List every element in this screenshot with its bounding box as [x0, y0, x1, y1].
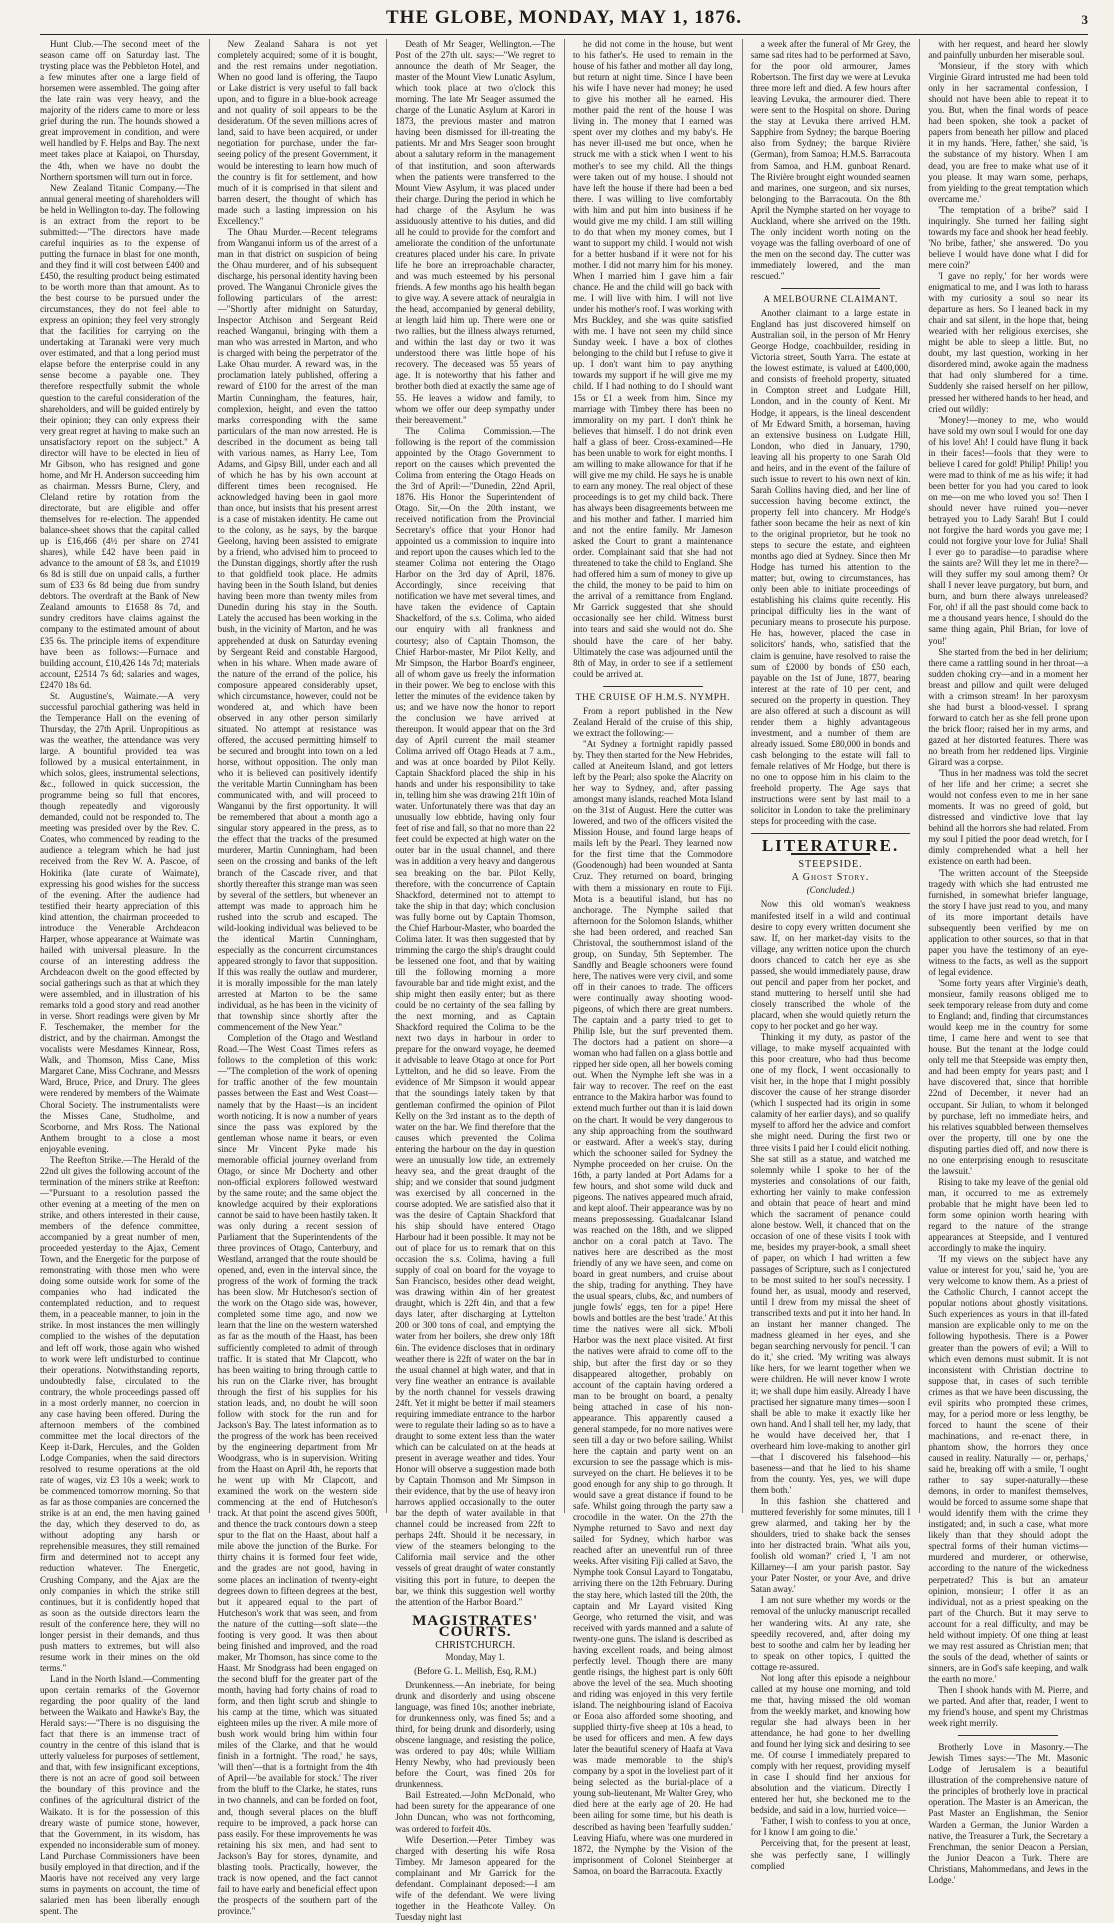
article-paragraph: The Reefton Strike.—The Herald of the 22nd ult gives the following account of the termination of the miners strike at Reefton:—"Pursuant to a resolution passed the other evening at a meeting of the men on strike, and others interested in their cause, members of the defence committee, accompanied by a great number of men, proceeded yesterday to the Ajax, Cement Town, and the Energetic for the purpose of remonstrating with those men who were doing some outside work for some of the companies who had indicated the contemplated reduction, and to request them, in a peaceable manner, to join in the strike. In most instances the men willingly complied to the wishes of the deputation and left off work, those again who wished to work were left undisturbed to continue their operations. Notwithstanding reports, undoubtedly false, circulated to the contrary, the whole proceedings passed off in a most orderly manner, no coercion in any case having been offered. During the afternoon members of the combined committee met the local directors of the Keep it-Dark, Hercules, and the Golden Lodge Companies, when the said directors resolved to resume operations at the old rate of wages, viz £3 10s a week; work to be commenced tomorrow morning. So that as far as those companies are concerned the strike is at an end, the men having gained the day, which they deserved to do, as without adopting any harsh or reprehensible measures, they still remained firm and determined not to accept any reduction whatever. The Energetic, Crushing Company, and the Ajax are the only companies in which the strike still continues, but it is confidently hoped that as soon as the outside directors learn the result of the conference here, they will no longer persist in their demands, and thus push matters to extremes, but will also resume work in their mines on the old terms."	[40, 1154, 200, 1673]
column-4	[564, 39, 733, 1876]
article-paragraph: Completion of the Otago and Westland Road.—The West Coast Times refers as follows to the completion of this work:—"The completion of the work of opening for traffic another of the few mountain passes between the East and West Coast—namely that by the Haast—is an incident worth noticing. It is now a number of years since the pass was explored by the gentleman whose name it bears, or even since Mr Vincent Pyke made his memorable official journey overland from Otago, or since Mr Docherty and other non-official explorers followed westward by the same route; and the same object the knowledge acquired by their explorations cannot be said to have been hastily taken. It was only during a recent session of Parliament that the Superintendents of the three provinces of Otago, Canterbury, and Westland, arranged that the route should be opened, and, even in the interval since, the progress of the work of forming the track has been slow. Mr Hutcheson's section of the work on the Otago side was, however, completed some time ago, and now we learn that the line on the western watershed as far as the mouth of the Haast, has been sufficiently completed to admit of through traffic. It is stated that Mr Clapcott, who has been waiting to bring through cattle to his run on the Clarke river, has brought through the first of his supplies for his station leads, and, no doubt he will soon follow with stock for the run and for Jackson's Bay. The latest information as to the progress of the work has been received by the engineering department from Mr Woodgrass, who is in supervision. Writing from the Haast on April 4th, he reports that he went up with Mr Clapcott, and examined the work on the western side commencing at the end of Hutcheson's track. At that point the ascend gives 500ft, and thence the track contours down a steep spur to the flat on the Haast, about half a mile above the junction of the Burke. For thirty chains it is formed four feet wide, and the grades are not good, having in some places an inclination of twenty-eight degrees down to fifteen degrees at the best, but it appeared equal to the part of Hutcheson's work that was seen, and from the nature of the cutting—soft slate—the footing is very good. It was then about being finished and improved, and the road maker, Mr Thomson, has since come to the Haast. Mr Snodgrass had been engaged on the second bluff for the greater part of the month, having had forty chains of road to form, and then light scrub and shingle to his camp at the time, which was situated eighteen miles up the river. A mile more of bush work would bring him within four miles of the Clarke, and that he would finish in a fortnight. 'The road,' he says, 'will then'—that is a fortnight from the 4th of April—'be available for stock.' The river from the bluff to the Clarke, he states, runs in two channels, and can be forded on foot, and, though several places on the bluff require to be improved, a pack horse can pass easily. For these improvements he was retaining his six men, and had sent to Jackson's Bay for stores, dynamite, and blasting tools. Practically, however, the track is now opened, and the fact cannot fail to have early and beneficial effect upon the prospects of the southern part of the province."	[217, 1033, 378, 1916]
masonry-article: Brotherly Love in Masonry.—The Jewish Times says:—'The Mt. Masonic Lodge of Jerusalem is a beautiful illustration of the comprehensive nature of the principles of brotherly love in practical operation. The Master is an American, the Past Master an Englishman, the Senior Warden a German, the Junior Warden a native, the Treasurer a Turk, the Secretary a Frenchman, the senior Deacon a Persian, the Junior Deacon a Turk. There are Christians, Mahommedans, and Jews in the Lodge.'	[928, 1742, 1089, 1885]
divider	[958, 1735, 1058, 1736]
masthead	[40, 0, 1088, 35]
article-paragraph: The Ohau Murder.—Recent telegrams from Wanganui inform us of the arrest of a man in that district on suspicion of being the Ohau murderer, and of his subsequent discharge, his personal identity having been proved. The Wanganui Chronicle gives the following particulars of the arrest:—"Shortly after midnight on Saturday, Inspector Atchison and Sergeant Reid reached Wanganui, bringing with them a man who was arrested in Marton, and who is charged with being the perpetrator of the Lake Ohau murder. A reward was, in the proclamation lately published, offering a reward of £100 for the arrest of the man Martin Cunningham, the features, hair, complexion, height, and even the tattoo marks corresponding with the same particulars of the man now arrested. He is described in the document as being tall with various names, as Harry Lee, Tom Adams, and Gipsy Bill, under each and all of which he has by his own account at different times been recognised. He acknowledged having been in gaol more than once, but insists that his present arrest is a case of mistaken identity. He came out to the colony, as he says, by the barque Geelong, having been assisted to emigrate by a friend, who advised him to proceed to the Dunstan diggings, shortly after the rush to that goldfield took place. He admits having been in the South Island, but denies having been more than twenty miles from Dunedin during his stay in the South. Lately the accused has been working in the bush, in the vicinity of Marton, and he was apprehended at dusk on Saturday evening by Sergeant Reid and constable Hargood, when in his whare. When made aware of the nature of the errand of the police, his composure appeared considerably upset, which circumstance, however, could not be wondered at, and which have been observed in any other person similarly situated. No attempt at resistance was offered, the accused permitting himself to be secured and brought into town on a led horse, without opposition. The only man who it is believed can positively identify the veritable Martin Cunningham has been communicated with, and will proceed to Wanganui by the first opportunity. It will be remembered that about a month ago a singular story appeared in the press, as to the effect that the tracks of the presumed murderer, Martin Cunningham, had been seen on the crossing and banks of the left branch of the Cascade river, and that shortly thereafter this strange man was seen by several of the settlers, but whenever an attempt was made to approach him he rushed into the scrub and escaped. The wild-looking individual was believed to be the identical Martin Cunningham, especially as the concurrent circumstances appeared strongly to favor that supposition. If this was really the outlaw and murderer, it is morally impossible for the man lately arrested at Marton to be the same individual, as he has been in the vicinity of that township since shortly after the commencement of the New Year."	[217, 226, 378, 1033]
courts-date: Monday, May 1.	[445, 1651, 505, 1662]
article-paragraph: 'If my views on the subject have any value or interest for you,' said he, 'you are very welcome to know them. As a priest of the Catholic Church, I cannot accept the popular notions about ghostly visitations. Such experiences as yours in that ill-fated mansion are explicable only to me on the following hypothesis. There is a Power greater than the powers of evil; a Will to which even demons must submit. It is not inconsistent with Christian doctrine to suppose that, in cases of such terrible crimes as that we have been discussing, the evil spirits who prompted these crimes, may, for a period more or less lengthy, be forced to haunt the scene of their machinations, and re-enact there, in phantom show, the horrors they once caused in reality. Naturally — or, perhaps,' said he, breaking off with a smile, 'I ought rather to say super-naturally—these demons, in order to manifest themselves, would be forced to assume some shape that would identify them with the crime they instigated; and, in such a case, what more likely than that they should adopt the spectral forms of their human victims—murdered and murderer, or otherwise, according to the nature of the wickedness perpetrated? This is but an amateur opinion, monsieur; I offer it as an individual, not as a priest speaking on the part of the Church. But it may serve to account for a real difficulty, and may be held without impiety. Of one thing at least we may rest assured as Christian men; that the souls of the dead, whether of saints or sinners, are in God's safe keeping, and walk the earth no more.'	[928, 1254, 1089, 1684]
article-paragraph: From a report published in the New Zealand Herald of the cruise of this ship, we extract the following:—	[573, 705, 733, 738]
article-paragraph: Rising to take my leave of the genial old man, it occurred to me as extremely probable that he might have been led to form some opinion worth hearing with regard to the nature of the strange appearances at Steepside, and I ventured accordingly to make the inquiry.	[928, 1176, 1089, 1254]
divider	[603, 686, 703, 687]
column-5	[742, 39, 911, 1871]
article-paragraph: Now this old woman's weakness manifested itself in a wild and continual desire to copy every written document she saw. If, on her market-day visits to the village, any written notice upon the church doors chanced to catch her eye as she passed, she would immediately pause, draw out pencil and paper from her pocket, and stand muttering to herself until she had closely transcribed the whole of the placard, when she would quietly return the copy to her pocket and go her way.	[750, 899, 911, 1031]
article-paragraph: 'I gave no reply,' for her words were enigmatical to me, and I was loth to harass with my curiosity a soul so near its departure as hers. So I leaned back in my chair and sat silent, in the hope that, being wearied with her religious exercises, she might be able to sleep a little. But, no doubt, my last question, working in her disordered mind, awoke again the madness that had only slumbered for a time. Suddenly she raised herself on her pillow, pressed her withered hands to her head, and cried out wildly:	[928, 270, 1089, 414]
column-6	[919, 39, 1089, 1885]
story-subtitle: A Ghost Story.	[791, 872, 870, 884]
article-paragraph: Bail Estreated.—John McDonald, who had been surety for the appearance of one John Duncan, who was not forthcoming, was ordered to forfeit 40s.	[395, 1790, 556, 1834]
article-paragraph: Death of Mr Seager, Wellington.—The Post of the 27th ult. says:—"We regret to announce the death of Mr Seager, the master of the Mount View Lunatic Asylum, which took place at two o'clock this morning. The late Mr Seager assumed the charge of the Lunatic Asylum at Karori in 1873, the previous master and matron having been dismissed for ill-treating the patients. Mr and Mrs Seager soon brought about a salutary reform in the management of that institution, and soon afterwards when the patients were transferred to the Mount View Asylum, it was placed under their charge. During the period in which he had charge of the Asylum he was assiduously attentive to his duties, and did all he could to provide for the comfort and ameliorate the condition of the unfortunate creatures placed under his care. In private life he bore an irreproachable character, and was much esteemed by his personal friends. A few months ago his health began to give way. A severe attack of neuralgia in the head, accompanied by general debility, at length laid him up. There were one or two rallies, but the illness always returned, and within the last day or two it was understood there was little hope of his recovery. The deceased was 55 years of age. It is noteworthy that his father and brother both died at exactly the same age of 55. He leaves a widow and family, to whom we offer our deep sympathy under their bereavement."	[395, 39, 556, 425]
columns	[40, 39, 1089, 1922]
claimant-heading: A MELBOURNE CLAIMANT.	[763, 295, 898, 306]
story-title: STEEPSIDE.	[798, 859, 863, 871]
story-concluded: (Concluded.)	[806, 885, 855, 896]
article-paragraph: 'Father, I wish to confess to you at once, for I know I am going to die.'	[750, 1816, 911, 1838]
article-paragraph: 'The temptation of a bribe?' said I inquiringly. She turned her failing sight towards my face and shook her head feebly. 'No bribe, father,' she answered. 'Do you believe I would have done what I did for mere coin?'	[928, 204, 1089, 270]
article-paragraph: "At Sydney a fortnight rapidly passed by. They then started for the New Hebrides, called at Aneiteum Island, and got letters left by the Pearl; also spoke the Alacrity on her way to Sydney, and, after passing amongst many islands, reached Mota Island on the 31st of August. Here the cutter was lowered, and two of the officers visited the Mission House, and found large heaps of mails left by the Pearl. They learned now for the first time that the Commodore (Goodenough) had been wounded at Santa Cruz. They returned on board, bringing with them a missionary en route to Fiji. Mota is a beautiful island, but has no anchorage. The Nymphe sailed that afternoon for the Solomon Islands, whither she had been ordered, and reached San Christoval, the southernmost island of the group, on Sunday, 5th September. The Sandfly and Beagle schooners were found here, The natives were very civil, and some off in their canoes to trade. The officers were continually away shooting wood-pigeons, of which there are great numbers. The captain and a party tried to get to Philip Isle, but the surf prevented them. The doctors had a patient on shore—a woman who had fallen on a glass bottle and ripped her side open, all her bowels coming out. When the Nymphe left she was in a fair way to recover. The reef on the east entrance to the Makira harbor was found to extend much further out than it is laid down on the chart. It would be very dangerous to any ship approaching from the southward or eastward. After a week's stay, during which the schooner sailed for Sydney the Nymphe proceeded on her cruise. On the 16th, a party landed at Port Adams for a few hours, and shot some wild duck and pigeons. The natives appeared much afraid, and kept aloof. Their appearance was by no means prepossessing. Guadalcanar Island was reached on the 18th, and we slipped anchor on a coral patch at Tavo. The natives here are described as the most friendly of any we have seen, and come on board in great numbers, and cruise about the ship, trading for anything. They have the usual spears, clubs, &c, and numbers of jungle fowls' eggs, ten for a pipe! Here bowls and bottles are the best 'trade.' At this time the natives were all sick. M'boli Harbor was the next place visited. At first the natives were afraid to come off to the ship, but after the first day or so they disappeared altogether, probably on account of the captain having ordered a man to be brought on board, a penalty being attached in case of his non-appearance. This apparently caused a general stampede, for no more natives were seen till a day or two before sailing. Whilst here the captain and party went on an excursion to see the passage which is mis-surveyed on the chart. He believes it to be good enough for any ship to go through. It would save a great distance if found to be safe. Whilst going through the party saw a crocodile in the water. On the 27th the Nymphe returned to Savo and next day sailed for Sydney, which harbor was reached after an uneventful run of three weeks. After visiting Fiji called at Savo, the Nymphe took Consul Layard to Tongatabu, arriving there on the 12th February. During the stay here, which lasted till the 20th, the captain and Mr Layard visited King George, who returned the visit, and was received with yards manned and a salute of twenty-one guns. The island is described as having excellent roads, and being almost perfectly level. Though there are many gentle risings, the highest part is only 60ft above the level of the sea. Much shooting and riding was enjoyed in this very fertile island. The neighbouring island of Eacoiva or Eooa also afforded some shooting, and supplied thirty-five sheep at 10s a head, to be used for officers and men. A few days later the beautiful scenery of Haafa at Vava was made memorable to the ship's company by a spot in the loveliest part of it being selected as the burial-place of a young sub-lieutenant, Mr Walter Grey, who died here at the early age of 20. He had been ailing for some time, but his death is described as having been 'fearfully sudden.' Leaving Hiafu, where was one murdered in 1872, the Nymphe by the Vision of the imprisonment of Colonel Steinberger at Samoa, on board the Barracouta. Exactly	[573, 738, 733, 1876]
article-paragraph: 'Thus in her madness was told the secret of her life and her crime; a secret she would not confess even to me in her sane moments. It was no greed of gold, but distressed and vindictive love that lay behind all the horrors she had related. From my soul I pitied the poor dead wretch, for I dimly comprehended what a hell her existence on earth had been.	[928, 768, 1089, 867]
column-1	[40, 39, 200, 1916]
nymph-heading: THE CRUISE OF H.M.S. NYMPH.	[575, 692, 731, 703]
article-paragraph: 'Some forty years after Virginie's death, monsieur, family reasons obliged me to seek temporary release from duty and come to England; and, finding that circumstances would keep me in the country for some time, I came here and went to see that house. But the tenant at the lodge could only tell me that Steepside was empty then, and had been empty for years past; and I have discovered that, since that horrible 22nd of December, it never had an occupant. Sir Julian, to whom it belonged by purchase, left no immediate heirs, and his relatives squabbled between themselves over the property, till one by one the disputing parties died off, and now there is no one enterprising enough to resuscitate the lawsuit.'	[928, 977, 1089, 1176]
article-paragraph: 'Money!—money to me, who would have sold my own soul I would for one day of his love! Ah! I could have flung it back in their faces!—fools that they were to believe I cared for gold! Philip! Philip! you were mad to think of me as his wife; it had been better for you had you cared to look on me—on me who loved you so! Then I should never have ruined you—never betrayed you to Lady Sarah! But I could not forgive the hard words you gave me; I could not forgive your love for Julia! Shall I ever go to paradise—to paradise where the saints are? Will they let me in there?—will they suffer my soul among them? Or shall I never leave purgatory, but burn, and burn, and burn there always unreleased? For, oh! if all the past should come back to me a thousand years hence, I should do the same thing again, Phil Brian, for love of you!'	[928, 414, 1089, 646]
column-3	[386, 39, 556, 1922]
article-paragraph: I am not sure whether my words or the removal of the unlucky manuscript recalled her wandering wits. At any rate, she speedily recovered, and, after doing my best to soothe and calm her by leading her to speak on other topics, I quitted the cottage re-assured.	[750, 1595, 911, 1672]
article-paragraph: Not long after this episode a neighbour called at my house one morning, and told me that, having missed the old woman from the weekly market, and knowing how regular she had always been in her attendance, he had gone to her dwelling and found her lying sick and desiring to see me. Of course I immediately prepared to comply with her request, providing myself in case I should find her anxious for absolution and the viaticum. Directly I entered her hut, she beckoned me to the bedside, and said in a low, hurried voice—	[750, 1672, 911, 1816]
article-paragraph: New Zealand Titanic Company.—The annual general meeting of shareholders will be held in Wellington to-day. The following is an extract from the report to be submitted:—"The directors have made careful inquiries as to the expense of putting the furnace in blast for one month, and they find it will cost between £400 and £450, the resulting product being estimated to be worth more than that amount. As to the best course to be pursued under the circumstances, they do not feel able to express an opinion; they feel very strongly that the facilities for carrying on the undertaking at Taranaki were very much over estimated, and that a long period must elapse before the enterprise could in any sense become a payable one. They therefore respectfully submit the whole question to the careful consideration of the shareholders, and will be guided entirely by their opinion; they can only express their very great regret at having to make such an unsatisfactory report on the subject." A director will have to be elected in lieu of Mr Gibson, who has resigned and gone home, and Mr H. Anderson succeeding him as chairman. Messrs Burne, Clery, and Cleland retire by rotation from the directorate, but are eligible and offer themselves for re-election. The appended balance-sheet shows that the capital called up is £16,466 (4½ per share on 2741 shares), while £42 have been paid in advance to the amount of £8 3s, and £1019 6s 8d is still due on unpaid calls, a further sum of £33 6s 8d being due from sundry debtors. The overdraft at the Bank of New Zealand amounts to £1658 8s 7d, and sundry creditors have claims against the company to the estimated amount of about £35 6s. The principle items of expenditure have been as follows:—Furnace and building account, £10,426 14s 7d; materials account, £2514 7s 6d; salaries and wages, £2470 18s 6d.	[40, 182, 200, 690]
article-paragraph: Another claimant to a large estate in England has just discovered himself on Australian soil, in the person of Mr Henry George Hodge, coachbuilder, residing in Victoria street, South Yarra. The estate at the lowest estimate, is valued at £400,000, and consists of freehold property, situated in Compton street and Ludgate Hill, London, and in the county of Kent. Mr Hodge, it appears, is the lineal descendent of Mr Edward Smith, a horseman, having an extensive business on Ludgate Hill, London, who died in January, 1790, leaving all his property to one Sarah Old and heirs, and in the event of the failure of such issue to revert to his own next of kin. Sarah Collins having died, and her line of succession having become extinct, the property fell into chancery. Mr Hodge's father soon became the heir as next of kin to the original proprietor, but he took no steps to secure the estate, and eighteen months ago died at Sydney. Since then Mr Hodge has turned his attention to the matter; but, owing to circumstances, has only been able to initiate proceedings of establishing his claims quite recently. His principal difficulty lies in the want of pecuniary means to prosecute his purpose. He has, however, placed the case in solicitors' hands, who, satisfied that the claim is genuine, have resolved to raise the sum of £2000 by bonds of £50 each, payable on the 1st of June, 1877, bearing interest at the rate of 10 per cent, and secured on the property in question. They are also offered at such a discount as will render them a highly advantageous investment, and a number of them are already issued. Some £80,000 in bonds and cash belonging to the estate will fall to female relatives of Mr Hodge, but there is no one to oppose him in his claim to the freehold property. The Age says that instructions were sent by last mail to a solicitor in London to take the preliminary steps for proceeding with the case.	[750, 308, 911, 827]
article-paragraph: he did not come in the house, but went to his father's. He used to remain in the house of his father and mother all day long, but return at night time. Since I have been his wife I have never had money; he used to give his mother all he earned. His mother paid the rent of the house I was living in. The money that I earned was spent over my clothes and my baby's. He has never ill-used me but once, when he struck me with a stick when I went to his mother's to see my child. All the things were taken out of my house. I should not have left the house if there had been a bed there. I was willing to live comfortably with him and put him into business if he would give me my child. I am still willing to do that when my money comes, but I want to support my child. I would not wish for a better husband if it were not for his mother. I did not marry him for his money. When I married him I gave him a fair chance. He and the child will go back with me. I will live with him. I will not live under his mother's roof. I was working with Mrs Buckley, and she was quite satisfied with me. I have not seen my child since Sunday week. I have a box of clothes belonging to the child but I refuse to give it up. I don't want him to pay anything towards my support if he will give me my child. If I had nothing to do I should want 15s or £1 a week from him. Since my marriage with Timbey there has been no immorality on my part. I don't think he believes that himself. I do not drink even half a glass of beer. Cross-examined—He has been unable to work for eight months. I am willing to make allowance for that if he will give me my child. He says he is unable to earn any money. The real object of these proceedings is to get my child back. There has always been disagreements between me and his mother and father. I married him and not the entire family. Mr Jameson asked the Court to grant a maintenance order. Complainant said that she had not threatened to take the child to England. She had offered him a sum of money to give up the child, the money to be paid to him on the arrival of a remittance from England. Mr Garrick suggested that she should occasionally see her child. Witness burst into tears and said she would not do. She should have the care of her baby. Ultimately the case was adjourned until the 8th of May, in order to see if a settlement could be arrived at.	[573, 39, 733, 679]
divider	[781, 288, 881, 289]
article-paragraph: Land in the North Island.—Commenting upon certain remarks of the Governor regarding the poor quality of the land between the Waikato and Hawke's Bay, the Herald says:—"There is no disguising the fact that there is an immense tract of country in the centre of this island that is utterly valueless for purposes of settlement, and that, with few insignificant exceptions, there is not an acre of good soil between the boundary of this province and the confines of the agricultural district of the Waikato. It is for the possession of this dreary waste of pumice stone, however, that the Government, in its wisdom, has expended no inconsiderable sum of money. Land Purchase Commissioners have been busily employed in that direction, and if the Maoris have not received any very large sums in payments on account, the time of salaried men has been liberally enough spent. The	[40, 1673, 200, 1916]
courts-place: CHRISTCHURCH.	[435, 1639, 516, 1651]
article-paragraph: New Zealand Sahara is not yet completely acquired; some of it is bought, and the rest remains under negotiation. When no good land is offering, the Taupo or Lake district is very useful to fall back upon, and to figure in a blue-book acreage and not quality of soil appears to be the desideratum. Of the seven millions acres of land, said to have been acquired, or under negotiation for purchase, under the far-seeing policy of the present Government, it would be interesting to learn how much of the country is fit for settlement, and how much of it is comprised in that silent and barren desert, the thought of which has made such a lasting impression on his Excellency."	[217, 39, 378, 226]
page-number: 3	[1081, 12, 1088, 27]
article-paragraph: Drunkenness.—An inebriate, for being drunk and disorderly and using obscene language, was fined 10s; another inebriate, for drunkenness only, was fined 5s; and a third, for being drunk and disorderly, using obscene language, and resisting the police, was ordered to pay 40s; while William Henry Newby, who had previously been before the Court, was fined 20s for drunkenness.	[395, 1679, 556, 1790]
courts-bench: (Before G. L. Mellish, Esq, R.M.)	[414, 1665, 537, 1676]
article-paragraph: 'The written account of the Steepside tragedy with which she had entrusted me furnished, in somewhat briefer language, the story I have just read to you, and many of its more important details have subsequently been verified by me on application to other sources, so that in that paper you have the testimony of an eye-witness to the facts, as well as the support of legal evidence.	[928, 867, 1089, 977]
article-paragraph: Hunt Club.—The second meet of the season came off on Saturday last. The trysting place was the Pebbleton Hotel, and a few minutes after one a large field of horsemen were assembled. The going after the late rain was very heavy, and the majority of the riders came to more or less grief during the run. The hounds showed a great improvement in condition, and were well handled by F. Helps and Bay. The next meet takes place at Kaiapoi, on Thursday, the 4th, when we have no doubt the Northern sportsmen will turn out in force.	[40, 39, 200, 182]
literature-heading: LITERATURE.	[761, 836, 900, 856]
article-paragraph: a week after the funeral of Mr Grey, the same sad rites had to be performed at Savo, for the poor old armourer, James Robertson. The first day we were at Levuka three more left and died. A few hours after leaving Levuka, the armourer died. There were sent to the Hospital on shore. During the stay at Levuka there arrived H.M. Sapphire from Sydney; the barque Boering also from Sydney; the barque Rivière (German), from Samoa; H.M.S. Barracouta from Samoa, and H.M. gunboat Renard. The Rivière brought eight wounded seamen and marines, one surgeon, and six nurses, belonging to the Barracouta. On the 8th April the Nymphe started on her voyage to Auckland, where she arrived on the 19th. The only incident worth noting on the voyage was the falling overboard of one of the men on the second day. The cutter was immediately lowered, and the man rescued."	[750, 39, 911, 281]
article-paragraph: St. Augustine's, Waimate.—A very successful parochial gathering was held in the Temperance Hall on the evening of Thursday, the 27th April. Unpropitious as was the weather, the attendance was very large. A bountiful provided tea was followed by a musical entertainment, in which solos, glees, instrumental selections, &c., followed in quick succession, the programme being so full that encores, though repeatedly and vigorously demanded, could not be responded to. The meeting was presided over by the Rev. C. Coates, who commenced by reading to the audience a telegram which he had just received from the Rev W. A. Pascoe, of Hokitika (late curate of Waimate), expressing his good wishes for the success of the evening. After the audience had testified their hearty appreciation of this kind attention, the chairman proceeded to introduce the Venerable Archdeacon Harper, whose appearance at Waimate was hailed with universal pleasure. In the course of an interesting address the Archdeacon dwelt on the good effected by social gatherings such as that at which they were assembled, and in illustration of his remarks told a good story and read another in verse. Short readings were given by Mr F. Teschemaker, the member for the district, and by the chairman. Amongst the vocalists were Mesdames Kinnear, Ross, Walk, and Thomson, Miss Cane, Miss Margaret Cane, Miss Cochrane, and Messrs Ward, Bruce, Price, and Drury. The glees were rendered by members of the Waimate Choral Society. The instrumentalists were the Misses Cane, Studholme, and Scorborne, and Mrs Ross. The National Anthem brought to a close a most enjoyable evening.	[40, 690, 200, 1154]
courts-heading: MAGISTRATES' COURTS.	[412, 1612, 539, 1640]
article-paragraph: Thinking it my duty, as pastor of the village, to make myself acquainted with this poor creature, who had thus become one of my flock, I went occasionally to visit her, in the hope that I might possibly discover the cause of her strange disorder (which I suspected had its origin in some calamity of her earlier days), and so qualify myself to afford her the advice and comfort she might need. During the first two or three visits I paid her I could elicit nothing. She sat still as a statue, and watched me solemnly while I spoke to her of the mysteries and consolations of our faith, exhorting her vainly to make confession and obtain that peace of heart and mind which the sacrament of penance could alone bestow. Well, it chanced that on the occasion of one of these visits I took with me, besides my prayer-book, a small sheet of paper, on which I had written a few passages of Scripture, such as I conjectured to be most suited to her soul's necessity. I found her, as usual, moody and reserved, until I drew from my missal the sheet of transcribed texts and put it into her hand. In an instant her manner changed. The madness gleamed in her eyes, and she began searching nervously for pencil. 'I can do it,' she cried. 'My writing was always like hers, for we learnt together when we were children. He will never know I wrote it; we shall dupe him easily. Already I have practised her signature many times—soon I shall be able to make it exactly like her own hand. And I shall tell her, my lady, that he would have deceived her, that I overheard him love-making to another girl—that I discovered his falsehood—his baseness—and that he lied to his shame from the county. Yes, yes, we will dupe them both.'	[750, 1032, 911, 1495]
column-2	[209, 39, 378, 1916]
article-paragraph: 'Monsieur, if the story with which Virginie Girard intrusted me had been told only in her sacramental confession, I should not have been able to repeat it to you. But, when the final words of peace had been spoken, she took a packet of papers from beneath her pillow and placed it in my hands. 'Here, father,' she said, 'is the substance of my history. When I am dead, you are free to make what use of it you please. It may warn some, perhaps, from yielding to the great temptation which overcame me.'	[928, 61, 1089, 204]
article-paragraph: In this fashion she chattered and muttered feverishly for some minutes, till I grew alarmed, and taking her by the shoulders, tried to shake back the senses into her distracted brain. 'What ails you, foolish old woman?' cried I, 'I am not Killarney—I am your parish pastor. Say your Pater Noster, or your Ave, and drive Satan away.'	[750, 1496, 911, 1595]
article-paragraph: She started from the bed in her delirium; there came a rattling sound in her throat—a sudden choking cry—and in a moment her breast and pillow and quilt were deluged with a crimson stream! In her paroxysm she had burst a blood-vessel. I sprang forward to catch her as she fell prone upon the brick floor; raised her in my arms, and gazed at her distorted features. There was no breath from her reddened lips. Virginie Girard was a corpse.	[928, 646, 1089, 768]
article-paragraph: The Colima Commission.—The following is the report of the commission appointed by the Otago Government to report on the causes which prevented the Colima from entering the Otago Heads on the 3rd of April:—"Dunedin, 22nd April, 1876. His Honor the Superintendent of Otago. Sir,—On the 20th instant, we received notification from the Provincial Secretary's office that your Honor had appointed us a commission to inquire into and report upon the causes which led to the steamer Colima not entering the Otago Harbor on the 3rd day of April, 1876. Accordingly, since receiving that notification we have met several times, and have taken the evidence of Captain Shackelford, of the s.s. Colima, who aided our enquiry with all frankness and courtesy; also of Captain Thomson, the Chief Harbor-master, Mr Pilot Kelly, and Mr Simpson, the Harbor Board's engineer, all of whom gave us freely the information in their power. We beg to enclose with this letter the minutes of the evidence taken by us; and we have now the honor to report the conclusion we have arrived at thereupon. It would appear that on the 3rd day of April current the mail steamer Colima arrived off Otago Heads at 7 a.m., and was at once boarded by Pilot Kelly. Captain Shackford placed the ship in his hands and under his responsibility to take in, telling him she was drawing 21ft 10in of water. Unfortunately there was that day an unusually low ebbtide, having only four feet of rise and fall, so that no more than 22 feet could be expected at high water on the outer bar in the usual channel, and there was in addition a very heavy and dangerous sea breaking on the bar. Pilot Kelly, therefore, with the concurrence of Captain Shackford, determined not to attempt to take the ship in that day; which conclusion was fully borne out by Captain Thomson, the Chief Harbour-Master, who boarded the Colima later. It was then suggested that by trimming the cargo the ship's draught could be lessened one foot, and that by waiting till the following morning a more favourable bar and tide might exist, and the ship might then easily enter; but as there could be no certainty of the sea falling by the next morning, and as Captain Shackford required the Colima to be the next two days in harbour in order to prepare for the onward voyage, he deemed it advisable to leave Otago at once for Port Lyttelton, and he did so leave. From the evidence of Mr Simpson it would appear that the soundings lately taken by that gentleman confirmed the opinion of Pilot Kelly on the 3rd instant as to the depth of water on the bar. We find therefore that the causes which prevented the Colima entering the harbour on the day in question were an unusually low tide, an extremely heavy sea, and the great draught of the ship; and we consider that sound judgment was exercised by all concerned in the course adopted. We are satisfied also that it was the desire of Captain Shackford that his ship should have entered Otago Harbour had it been possible. It may not be out of place for us to remark that on this occasion the s.s. Colima, having a full supply of coal on board for the voyage to San Francisco, besides other dead weight, was drawing within 4in of her greatest draught, which is 22ft 4in, and that a few days later, after discharging at Lyttelton 200 or 300 tons of coal, and emptying the water from her boilers, she drew only 18ft 6in. The evidence discloses that in ordinary weather there is 22ft of water on the bar in the usual channel at high water, and that in very fine weather an entrance is available by the north channel for vessels drawing 24ft. Yet it might be better if mail steamers requiring immediate entrance to the harbor were to regulate their lading so as to have a draught to some extent less than the water which can be calculated on at the heads at present in average weather and tides. Your Honor will observe a suggestion made both by Captain Thomson and Mr Simpson in their evidence, that by the use of heavy iron harrows applied occasionally to the outer bar the depth of water available in that channel could be increased from 22ft to perhaps 24ft. Should it be necessary, in view of the steamers belonging to the California mail service and the other vessels of great draught of water constantly visiting this port in future, to deepen the bar, we think this suggestion well worthy the attention of the Harbor Board."	[395, 425, 556, 1607]
masthead-title: THE GLOBE, MONDAY, MAY 1, 1876.	[386, 7, 742, 28]
article-paragraph: Then I shook hands with M. Pierre, and we parted. And after that, reader, I went to my friend's house, and spent my Christmas week right merrily.	[928, 1684, 1089, 1729]
article-paragraph: with her request, and heard her slowly and painfully unburden her miserable soul.	[928, 39, 1089, 61]
article-paragraph: Perceiving that, for the present at least, she was perfectly sane, I willingly complied	[750, 1838, 911, 1871]
article-paragraph: Wife Desertion.—Peter Timbey was charged with deserting his wife Rosa Timbey. Mr Jameson appeared for the complainant and Mr Garrick for the defendant. Complainant deposed:—I am wife of the defendant. We were living together in the Heathcote Valley. On Tuesday night last	[395, 1834, 556, 1922]
divider	[751, 833, 911, 834]
